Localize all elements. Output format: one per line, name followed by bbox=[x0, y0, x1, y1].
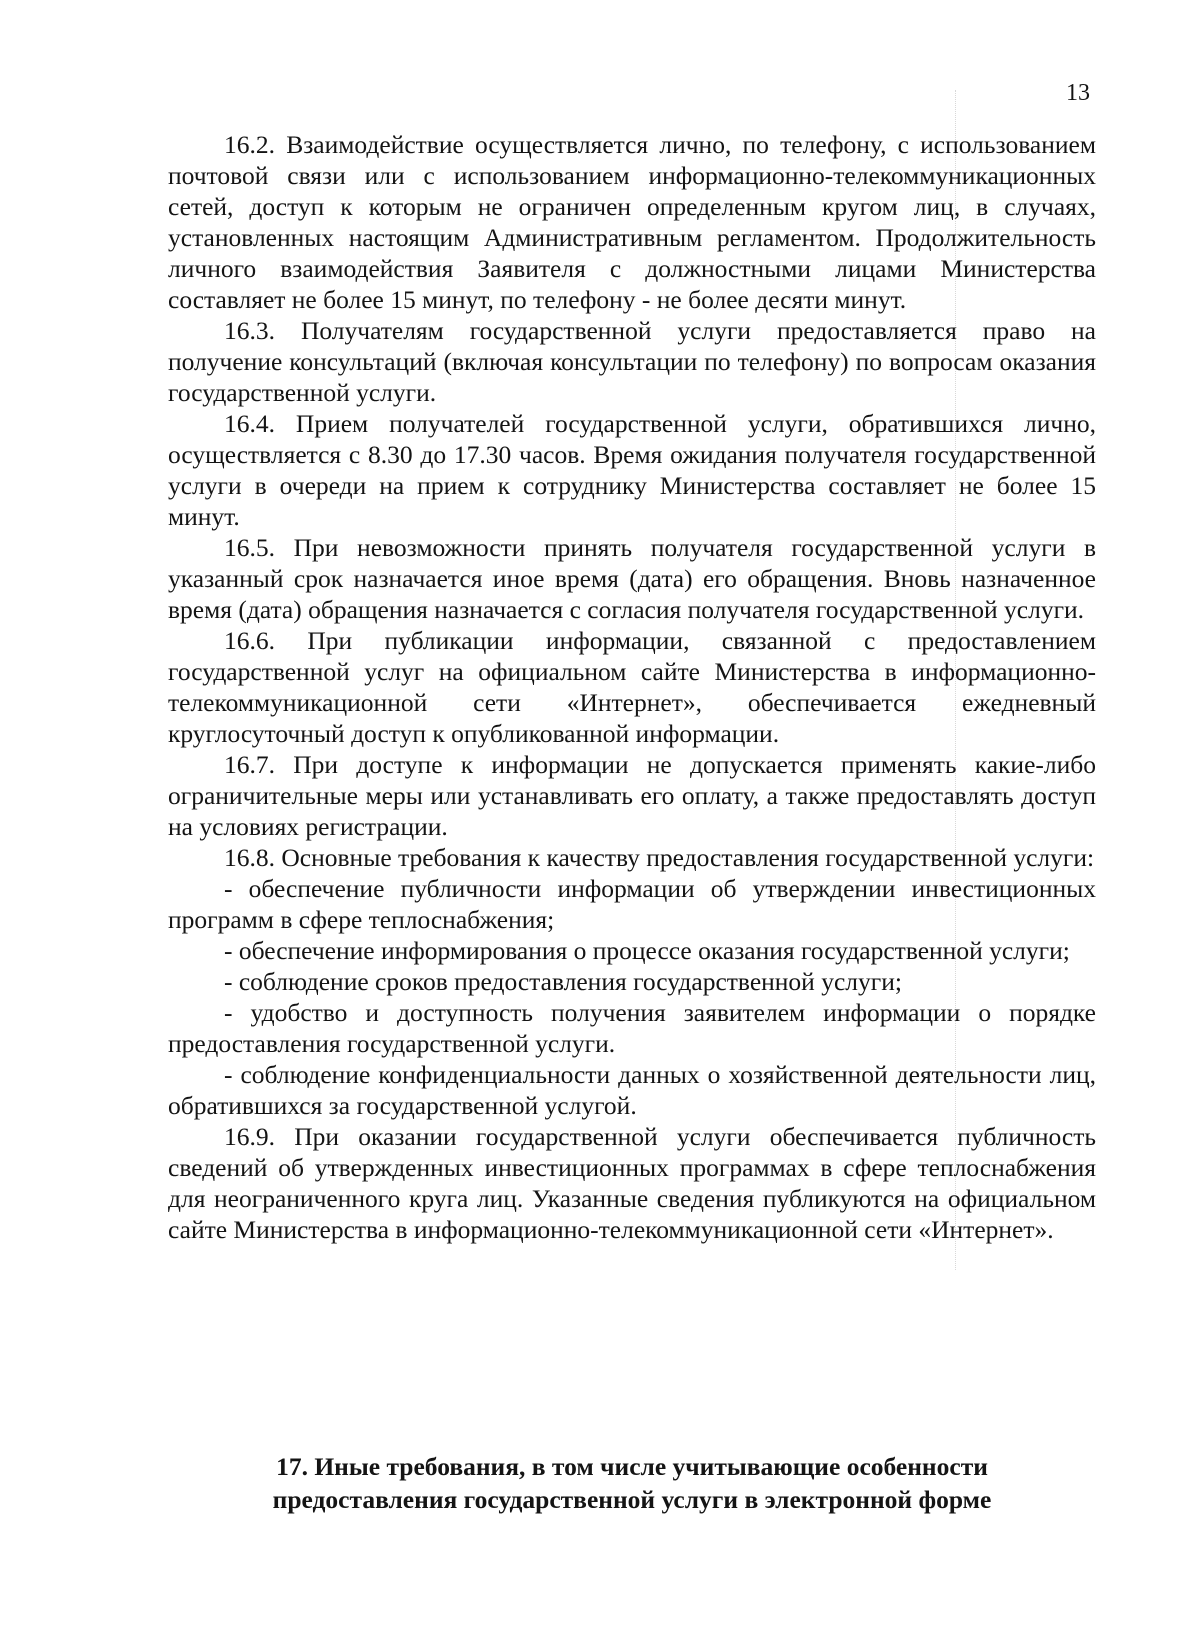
section-heading-line-2: предоставления государственной услуги в электронной форме bbox=[272, 1485, 992, 1514]
list-item-deadlines: - соблюдение сроков предоставления государственной услуги; bbox=[224, 967, 902, 996]
paragraph-16-2: 16.2. Взаимодействие осуществляется лично, по телефону, с использованием почтовой связи или с использованием информационно-телекоммуникационных сетей, доступ к которым не ограничен определенным кругом лиц, в случаях, установленных настоящим Административным регламентом. Продолжительность личного взаимодействия Заявителя с должностными лицами Министерства составляет не более 15 минут, по телефону - не более десяти минут. bbox=[168, 130, 1096, 314]
page-number: 13 bbox=[1066, 80, 1090, 106]
paragraph-16-7: 16.7. При доступе к информации не допускается применять какие-либо ограничительные меры или устанавливать его оплату, а также предоставлять доступ на условиях регистрации. bbox=[168, 750, 1096, 841]
paragraph-16-8: 16.8. Основные требования к качеству предоставления государственной услуги: bbox=[224, 843, 1095, 872]
paragraph-16-4: 16.4. Прием получателей государственной услуги, обратившихся лично, осуществляется с 8.30 до 17.30 часов. Время ожидания получателя государственной услуги в очереди на прием к сотруднику Министерства составляет не более 15 минут. bbox=[168, 409, 1096, 531]
paragraph-16-9: 16.9. При оказании государственной услуги обеспечивается публичность сведений об утвержденных инвестиционных программах в сфере теплоснабжения для неограниченного круга лиц. Указанные сведения публикуются на официальном сайте Министерства в информационно-телекоммуникационной сети «Интернет». bbox=[168, 1122, 1096, 1244]
list-item-informing: - обеспечение информирования о процессе оказания государственной услуги; bbox=[224, 936, 1070, 965]
section-heading-17 bbox=[168, 1450, 1096, 1516]
list-item-publicity: - обеспечение публичности информации об утверждении инвестиционных программ в сфере теплоснабжения; bbox=[168, 874, 1096, 934]
list-item-convenience: - удобство и доступность получения заявителем информации о порядке предоставления государственной услуги. bbox=[168, 998, 1096, 1058]
document-body bbox=[168, 129, 1096, 1245]
list-item-confidentiality: - соблюдение конфиденциальности данных о хозяйственной деятельности лиц, обратившихся за государственной услугой. bbox=[168, 1060, 1096, 1120]
paragraph-16-6: 16.6. При публикации информации, связанной с предоставлением государственной услуг на официальном сайте Министерства в информационно-телекоммуникационной сети «Интернет», обеспечивается ежедневный круглосуточный доступ к опубликованной информации. bbox=[168, 626, 1096, 748]
section-heading-line-1: 17. Иные требования, в том числе учитывающие особенности bbox=[276, 1452, 988, 1481]
paragraph-16-5: 16.5. При невозможности принять получателя государственной услуги в указанный срок назначается иное время (дата) его обращения. Вновь назначенное время (дата) обращения назначается с согласия получателя государственной услуги. bbox=[168, 533, 1096, 624]
paragraph-16-3: 16.3. Получателям государственной услуги предоставляется право на получение консультаций (включая консультации по телефону) по вопросам оказания государственной услуги. bbox=[168, 316, 1096, 407]
